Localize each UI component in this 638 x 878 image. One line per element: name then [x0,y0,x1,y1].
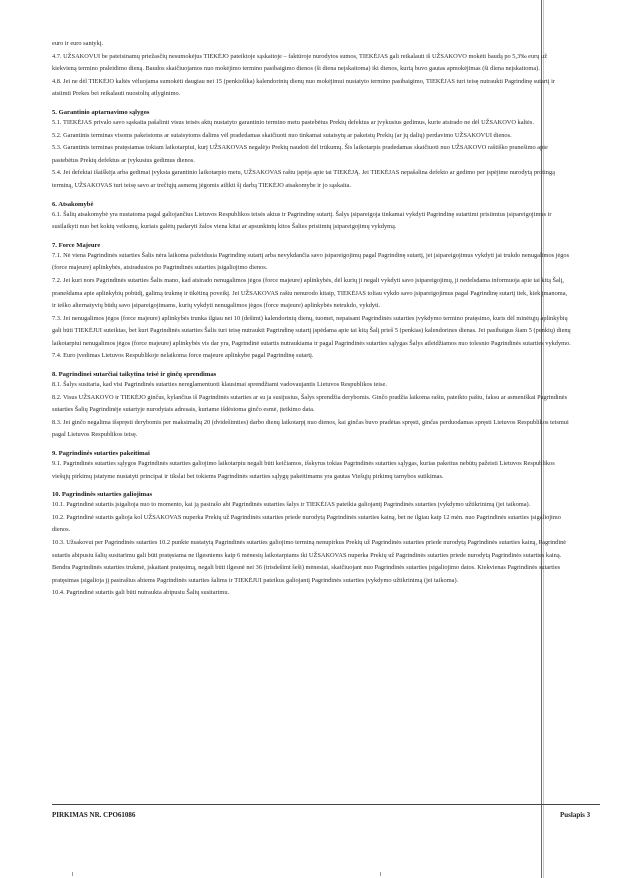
paragraph: 10.1. Pagrindinė sutartis įsigalioja nuo to momento, kai ją pasirašo abi Pagrindinės sutarties šalys ir TIEKĖJAS pateikia galiojantį Pagrindinės sutarties įvykdymo užtikrinimą (jei taikoma). [52,501,531,509]
procurement-number: PIRKIMAS NR. CPO61086 [52,811,136,819]
paragraph: euro ir euro santykį. [52,40,104,47]
section-heading: 6. Atsakomybė [52,200,94,208]
paragraph: 5.3. Garantinis terminas pratęsiamas tokiam laikotarpiui, kurį UŽSAKOVAS negalėjo Prekių naudoti dėl trūkumų. Šis laikotarpis pradedamas skaičiuoti nuo UŽSAKOVO raštiško pranešimo apie pastebėtus Prekių defektus ar įvykusius gedimus dienos. [52,144,548,164]
paragraph: 5.1. TIEKĖJAS privalo savo sąskaita pašalinti visus teisės aktų nustatyto garantinio termino metu pastebėtus Prekių defektus ar įvykusius gedimus, kurie atsirado ne dėl UŽSAKOVO kaltės. [52,118,534,126]
paragraph: 7.2. Jei kuri nors Pagrindinės sutarties Šalis mano, kad atsirado nenugalimos jėgos (force majeure) aplinkybės, dėl kurių ji negali vykdyti savo įsipareigojimų, ji nedelsdama informuoja apie tai kitą Šalį, pranešdama apie aplinkybių pobūdį, galimą trukmę ir tikėtiną poveikį. Jei UŽSAKOVAS raštu nenurodo kitaip, TIEKĖJAS toliau vykdo savo įsipareigojimus pagal Pagrindinę sutartį tiek, kiek įmanoma, ir ieško alternatyvių būdų savo įsipareigojimams, kurių vykdyti nenugalimos jėgos (force majeure) aplinkybės netrukdo, vykdyti. [52,276,568,310]
paragraph: 5.2. Garantinis terminas visoms pakeistoms ar sutaisytoms dalims vėl pradedamas skaičiuoti nuo tinkamai sutaisytų ar pakeistų Prekių (ar jų dalių) perdavimo UŽSAKOVUI dienos. [52,131,512,139]
section-amendments [52,449,572,483]
section-validity [52,490,572,600]
paragraph: 8.3. Jei ginčo negalima išspręsti derybomis per maksimalių 20 (dvidešimties) darbo dienų laikotarpį nuo dienos, kai ginčas buvo pradėtas spręsti, ginčas perduodamas spręsti Lietuvos Respublikos teismui pagal Lietuvos Respublikos teisę. [52,418,569,439]
paragraph: 7.4. Euro įvedimas Lietuvos Respublikoje nelaikoma force majeure aplinkybe pagal Pagrindinę sutartį. [52,352,314,360]
section-heading: 9. Pagrindinės sutarties pakeitimai [52,450,150,458]
section-force-majeure [52,241,572,363]
section-heading: 10. Pagrindinės sutarties galiojimas [52,491,153,499]
paragraph: 4.7. UŽSAKOVUI be pateisinamų priežasčių nesumokėjus TIEKĖJO pateiktoje sąskaitoje – faktūroje nurodytos sumos, TIEKĖJAS gali reikalauti iš UŽSAKOVO mokėti baudą po 5,3‰ eurų už kiekvieną termino praleidimo dieną. Baudos skaičiuojamos nuo mokėjimo termino pasibaigimo dienos (ši diena neįskaitoma) iki dienos, kurią buvo gautas apmokėjimas (ši diena neįskaitoma). [52,52,548,73]
section-governing-law [52,370,572,442]
section-heading: 5. Garantinio aptarnavimo sąlygos [52,108,150,116]
paragraph: 8.2. Visus UŽSAKOVO ir TIEKĖJO ginčus, kylančius iš Pagrindinės sutarties ar su ja susijusius, Šalys sprendžia derybomis. Ginčo pradžia laikoma raštu, pateikto paštu, faksu ar asmeniškai Pagrindinės sutarties Šalių Pagrindinėje sutartyje nurodytais adresais, kuriame išdėstoma ginčo esmė, įteikimo data. [52,393,568,414]
paragraph: 9.1. Pagrindinės sutarties sąlygos Pagrindinės sutarties galiojimo laikotarpiu negali būti keičiamos, išskyrus tokias Pagrindinės sutarties sąlygas, kurias pakeitus nebūtų pažeisti Lietuvos Respublikos viešųjų pirkimų įstatyme nustatyti principai ir tikslai bei tokiems Pagrindinės sutarties sąlygų pakeitimams yra gautas Viešųjų pirkimų tarnybos sutikimas. [52,460,555,480]
scan-artifact [72,872,73,876]
section-heading: 7. Force Majeure [52,241,101,249]
scan-artifact [380,872,381,876]
section-liability [52,200,572,234]
paragraph: 6.1. Šalių atsakomybė yra nustatoma pagal galiojančius Lietuvos Respublikos teisės aktus ir Pagrindinę sutartį. Šalys įsipareigoja tinkamai vykdyti Pagrindinę sutartimi prisiimtus įsipareigojimus ir susilaikyti nuo bet kokių veiksmų, kuriais galėtų padaryti žalos viena kitai ar apsunkintų kitos Šalies prisiimtų įsipareigojimų vykdymą. [52,210,552,231]
paragraph: 10.2. Pagrindinė sutartis galioja kol UŽSAKOVAS nuperka Prekių už Pagrindinės sutarties priede nurodytą Pagrindinės sutarties kainą, bet ne ilgiau kaip 12 mėn. nuo Pagrindinės sutarties įsigaliojimo dienos. [52,513,561,534]
paragraph: 10.4. Pagrindinė sutartis gali būti nutraukta abipusiu Šalių susitarimu. [52,589,230,597]
paragraph: 4.8. Jei ne dėl TIEKĖJO kaltės vėluojama sumokėti daugiau nei 15 (penkiolika) kalendorinių dienų nuo mokėjimui nustatyto termino pasibaigimo, TIEKĖJAS turi teisę nutraukti Pagrindinę sutartį ir atsiimti Prekes bei reikalauti nuostolių atlyginimo. [52,77,555,98]
paragraph: 10.3. Užsakovui per Pagrindinės sutarties 10.2 punkte nustatytą Pagrindinės sutarties galiojimo terminą nenupirkus Prekių už Pagrindinės sutarties priede nurodytą Pagrindinės sutarties kainą, Pagrindinė sutartis abipusiu šalių susitarimu gali būti pratęsiama ne ilgesniems kaip 6 mėnesių laikotarpiams iki UŽSAKOVAS nuperka Prekių už Pagrindinės sutarties priede nurodytą Pagrindinės sutarties kainą. Bendra Pagrindinės sutarties trukmė, įskaitant pratęsimą, negali būti ilgesnė nei 36 (trisdešimt šeši) mėnesiai, skaičiuojant nuo Pagrindinės sutarties įsigaliojimo datos. Kiekvienas Pagrindinės sutarties pratęsimas įsigalioja jį pasirašius abiems Pagrindinės sutarties šalims ir TIEKĖJUI pateikus galiojantį Pagrindinės sutarties įvykdymo užtikrinimą (jei taikoma). [52,539,567,584]
section-payment-cont [52,38,572,101]
paragraph: 8.1. Šalys susitaria, kad visi Pagrindinės sutarties nereglamentuoti klausimai sprendžiami vadovaujantis Lietuvos Respublikos teise. [52,381,387,389]
paragraph: 7.3. Jei nenugalimos jėgos (force majeure) aplinkybės trunka ilgiau nei 10 (dešimt) kalendorinių dienų, tuomet, nepaisant Pagrindinės sutarties įvykdymo termino pratęsimo, kuris dėl minėtųjų aplinkybių gali būti TIEKĖJUI suteiktas, bet kuri Pagrindinės sutarties Šalis turi teisę nutraukti Pagrindinę sutartį įspėdama apie tai kitą Šalį prieš 5 (penkias) kalendorines dienas. Jei pasibaigus šiam 5 (penkių) dienų laikotarpiui nenugalimos jėgos (force majeure) aplinkybės vis dar yra, Pagrindinė sutartis nutraukiama ir pagal Pagrindinės sutarties sąlygas Šalys atleidžiamos nuo tolesnio Pagrindinės sutarties vykdymo. [52,314,571,347]
document-body [52,38,572,600]
paragraph: 7.1. Nė viena Pagrindinės sutarties Šalis nėra laikoma pažeidusia Pagrindinę sutartį arba nevykdančia savo įsipareigojimų pagal Pagrindinę sutartį, jei įsipareigojimus vykdyti jai trukdo nenugalimos jėgos (force majeure) aplinkybės, atsiradusios po Pagrindinės sutarties įsigaliojimo dienos. [52,251,570,272]
page-number: Puslapis 3 [560,811,591,819]
section-warranty [52,108,572,193]
paragraph: 5.4. Jei defektai išaiškėja arba gedimai įvyksta garantinio laikotarpio metu, UŽSAKOVAS raštu įspėja apie tai TIEKĖJĄ. Jei TIEKĖJAS nepašalina defekto ar gedimo per įspėjime nurodytą protingą terminą, UŽSAKOVAS turi teisę savo ar trečiųjų asmenų jėgomis atlikti šį darbą TIEKĖJO atsakomybe ir jo sąskaita. [52,169,555,189]
section-heading: 8. Pagrindinei sutarčiai taikytina teisė ir ginčų sprendimas [52,371,217,379]
footer-divider [52,804,600,805]
